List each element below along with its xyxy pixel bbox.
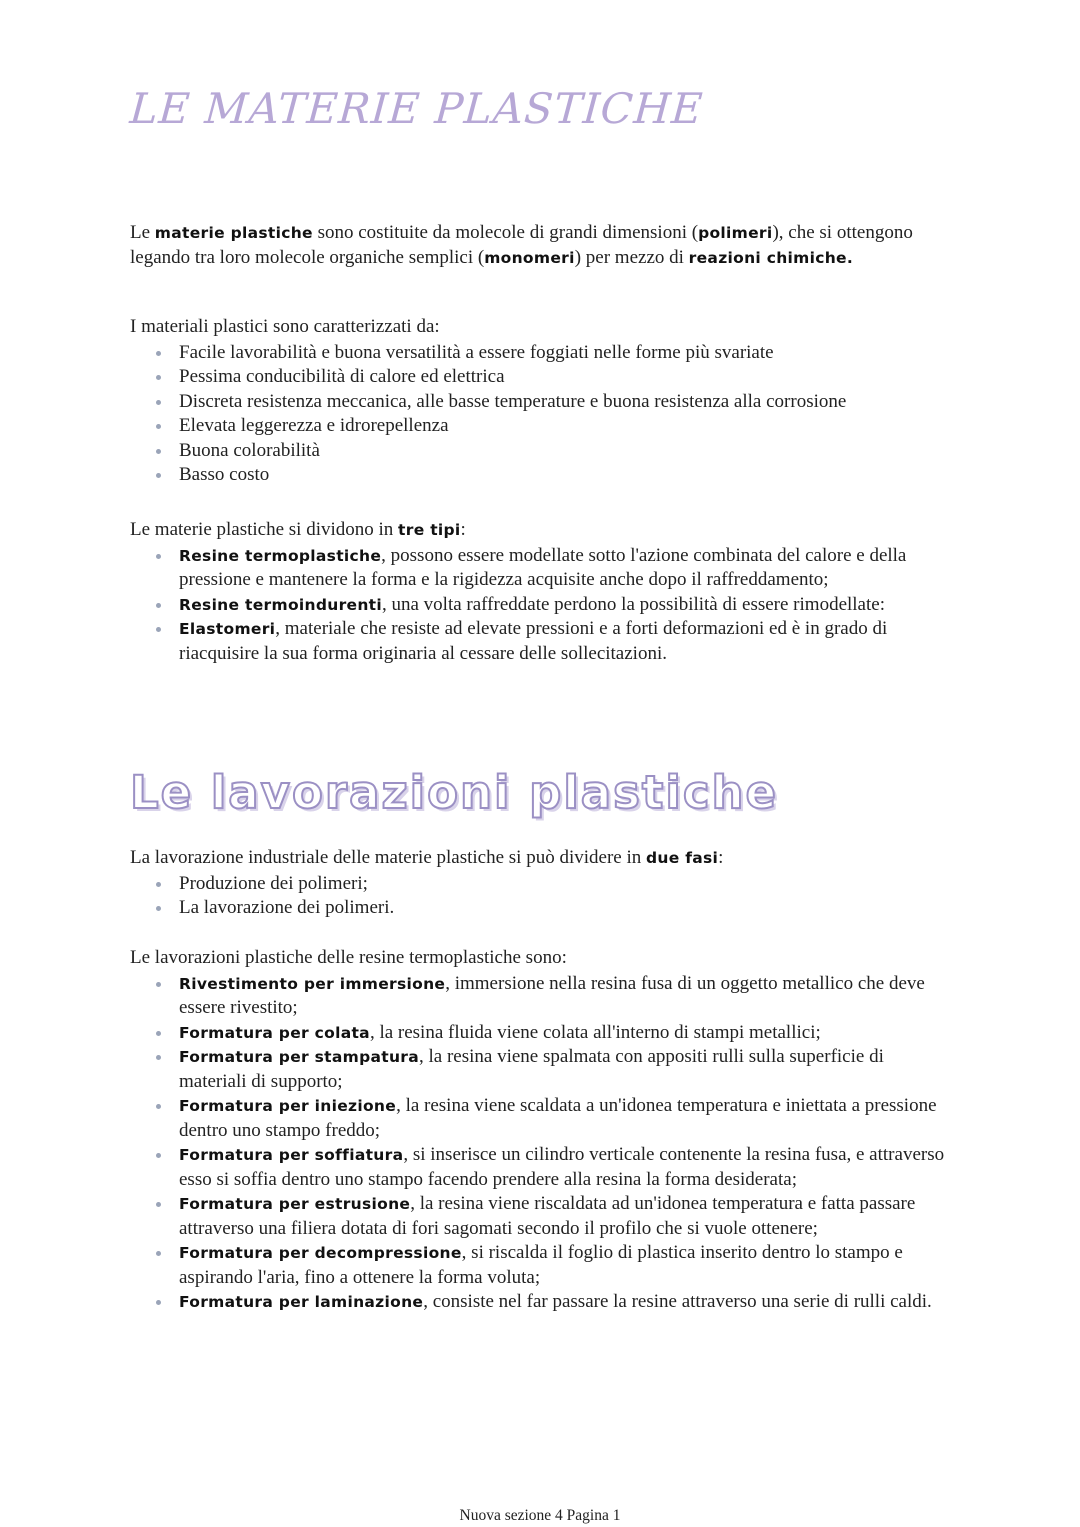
processes-lead: Le lavorazioni plastiche delle resine termoplastiche sono: <box>130 947 567 968</box>
types-lead: Le materie plastiche si dividono in tre tipi: <box>130 519 466 540</box>
list-item: Elevata leggerezza e idrorepellenza <box>179 414 950 439</box>
characteristics-list <box>130 341 950 488</box>
characteristics-section <box>130 315 950 488</box>
list-item: Basso costo <box>179 463 950 488</box>
list-item: Facile lavorabilità e buona versatilità a essere foggiati nelle forme più svariate <box>179 341 950 366</box>
page-title: LE MATERIE PLASTICHE <box>128 84 705 133</box>
intro-paragraph: Le materie plastiche sono costituite da molecole di grandi dimensioni (polimeri), che si ottengono legando tra loro molecole organiche semplici (monomeri) per mezzo di reazioni chimiche. <box>130 222 913 268</box>
list-item: Discreta resistenza meccanica, alle basse temperature e buona resistenza alla corrosione <box>179 390 950 415</box>
term-materie-plastiche: materie plastiche <box>154 224 313 242</box>
list-item: Formatura per colata, la resina fluida viene colata all'interno di stampi metallici; <box>179 1021 950 1046</box>
phases-section <box>130 846 950 921</box>
characteristics-lead: I materiali plastici sono caratterizzati da: <box>130 316 440 337</box>
term-polimeri: polimeri <box>698 224 773 242</box>
list-item: Formatura per decompressione, si riscalda il foglio di plastica inserito dentro lo stampo e aspirando l'aria, fino a ottenere la forma voluta; <box>179 1241 950 1290</box>
list-item: La lavorazione dei polimeri. <box>179 896 950 921</box>
list-item: Formatura per soffiatura, si inserisce un cilindro verticale contenente la resina fusa, e attraverso esso si soffia dentro uno stampo facendo prendere alla resina la forma desiderata; <box>179 1143 950 1192</box>
list-item: Formatura per iniezione, la resina viene scaldata a un'idonea temperatura e iniettata a pressione dentro uno stampo freddo; <box>179 1094 950 1143</box>
processes-list <box>130 972 950 1315</box>
list-item: Produzione dei polimeri; <box>179 872 950 897</box>
term-monomeri: monomeri <box>484 248 575 267</box>
list-item: Resine termoplastiche, possono essere modellate sotto l'azione combinata del calore e della pressione e mantenere la forma e la rigidezza acquisite anche dopo il raffreddamento; <box>179 544 950 593</box>
types-list <box>130 544 950 667</box>
list-item: Elastomeri, materiale che resiste ad elevate pressioni e a forti deformazioni ed è in grado di riacquisire la sua forma originaria al cessare delle sollecitazioni. <box>179 617 950 666</box>
list-item: Rivestimento per immersione, immersione nella resina fusa di un oggetto metallico che deve essere rivestito; <box>179 972 950 1021</box>
list-item: Resine termoindurenti, una volta raffreddate perdono la possibilità di essere rimodellate: <box>179 593 950 618</box>
term-due-fasi: due fasi <box>645 849 719 867</box>
page-footer: Nuova sezione 4 Pagina 1 <box>459 1507 621 1524</box>
list-item: Buona colorabilità <box>179 439 950 464</box>
list-item: Pessima conducibilità di calore ed elettrica <box>179 365 950 390</box>
term-tre-tipi: tre tipi <box>398 521 461 539</box>
list-item: Formatura per estrusione, la resina viene riscaldata ad un'idonea temperatura e fatta passare attraverso una filiera dotata di fori sagomati secondo il profilo che si vuole ottenere; <box>179 1192 950 1241</box>
phases-lead: La lavorazione industriale delle materie plastiche si può dividere in due fasi: <box>130 847 724 868</box>
section-heading: Le lavorazioni plastiche <box>130 766 779 819</box>
term-reazioni-chimiche: reazioni chimiche. <box>688 248 854 267</box>
list-item: Formatura per stampatura, la resina viene spalmata con appositi rulli sulla superficie di materiali di supporto; <box>179 1045 950 1094</box>
types-section <box>130 518 950 666</box>
list-item: Formatura per laminazione, consiste nel far passare la resine attraverso una serie di rulli caldi. <box>179 1290 950 1315</box>
phases-list <box>130 872 950 921</box>
processes-section <box>130 946 950 1315</box>
